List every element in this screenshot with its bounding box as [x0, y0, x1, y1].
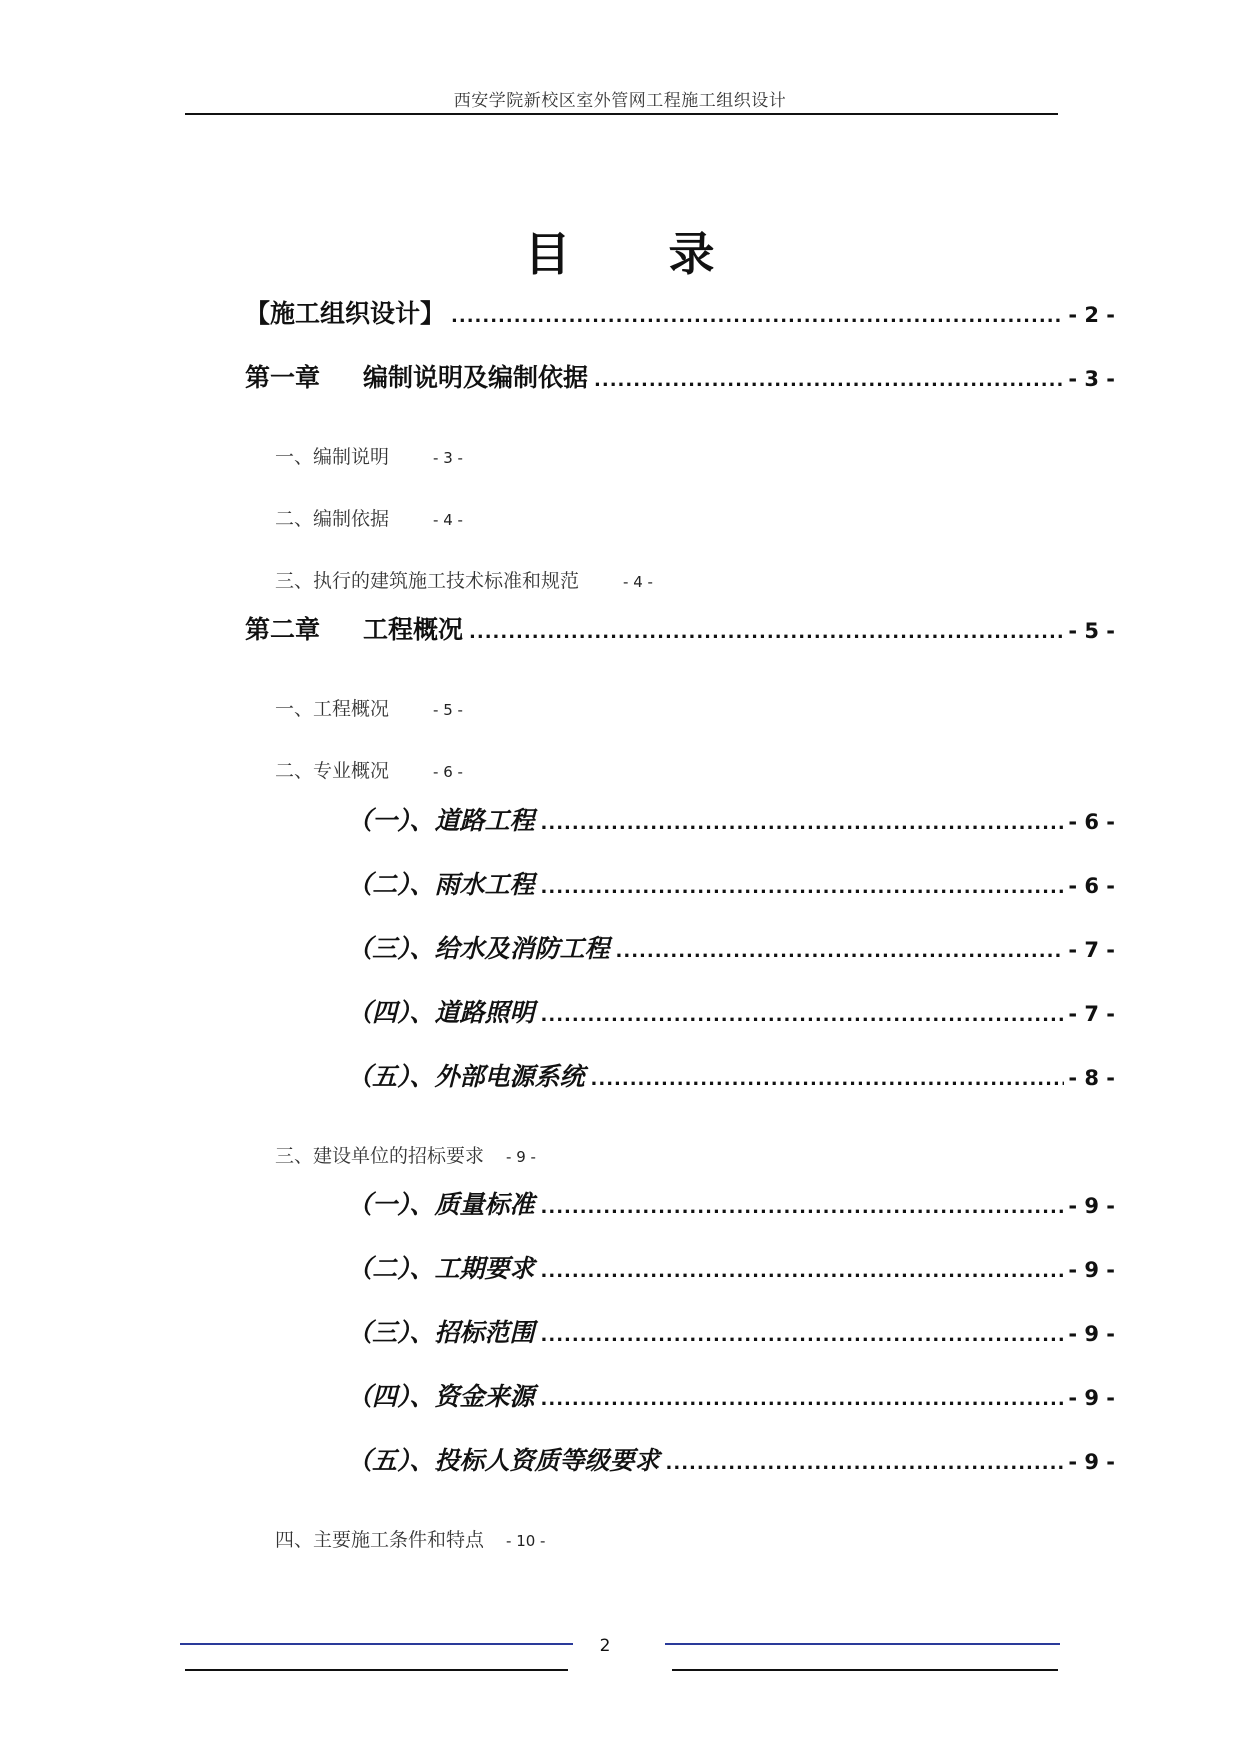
toc-leader-dots: [541, 813, 1065, 834]
toc-entry-text: 二、编制依据: [275, 508, 390, 530]
toc-entry-text: 三、执行的建筑施工技术标准和规范: [275, 570, 580, 592]
toc-entry-page: - 10 -: [506, 1532, 546, 1550]
toc-entry-page: - 2 -: [1068, 303, 1115, 327]
toc-entry-page: - 9 -: [1068, 1258, 1115, 1282]
toc-entry-page: - 7 -: [1068, 938, 1115, 962]
toc-entry-subsection[interactable]: [347, 1441, 1115, 1477]
toc-entry-text: （二）、雨水工程: [347, 870, 535, 899]
toc-entry-text: 三、建设单位的招标要求: [275, 1145, 485, 1167]
toc-entry-text: 工程概况: [363, 615, 464, 644]
toc-leader-dots: [451, 306, 1064, 327]
toc-leader-dots: [541, 1261, 1065, 1282]
toc-leader-dots: [591, 1069, 1065, 1090]
toc-leader-dots: [469, 622, 1064, 643]
toc-entry-subsection[interactable]: [347, 1057, 1115, 1093]
toc-entry-text: 一、编制说明: [275, 446, 390, 468]
toc-entry-subsection[interactable]: [347, 929, 1115, 965]
toc-leader-dots: [594, 370, 1064, 391]
toc-chapter-number: 第二章: [245, 615, 321, 644]
toc-leader-dots: [541, 1005, 1065, 1026]
toc-title: [0, 218, 1241, 284]
toc-entry-text: （五）、外部电源系统: [347, 1062, 585, 1091]
toc-leader-dots: [541, 1325, 1065, 1346]
toc-entry-chapter[interactable]: [245, 610, 1115, 646]
toc-entry-text: （三）、招标范围: [347, 1318, 535, 1347]
toc-leader-dots: [541, 1197, 1065, 1218]
footer-rule-black-right: [672, 1669, 1058, 1671]
toc-entry-text: 编制说明及编制依据: [363, 363, 589, 392]
toc-entry-text: （一）、道路工程: [347, 806, 535, 835]
toc-entry-chapter[interactable]: [245, 358, 1115, 394]
toc-entry-page: - 9 -: [506, 1148, 536, 1166]
toc-entry-page: - 4 -: [433, 511, 463, 529]
toc-entry[interactable]: [245, 294, 1115, 330]
page-number: 2: [599, 1636, 611, 1656]
toc-title-char: 目: [524, 227, 573, 281]
toc-entry-text: （二）、工期要求: [347, 1254, 535, 1283]
toc-entry-page: - 9 -: [1068, 1194, 1115, 1218]
toc-entry-page: - 6 -: [433, 763, 463, 781]
toc-entry-page: - 6 -: [1068, 874, 1115, 898]
toc-entry-section[interactable]: [275, 504, 463, 531]
toc-entry-text: （四）、道路照明: [347, 998, 535, 1027]
toc-entry-subsection[interactable]: [347, 1249, 1115, 1285]
toc-entry-section[interactable]: [275, 566, 653, 593]
toc-entry-section[interactable]: [275, 694, 463, 721]
toc-entry-text: （一）、质量标准: [347, 1190, 535, 1219]
toc-entry-subsection[interactable]: [347, 1185, 1115, 1221]
toc-entry-page: - 5 -: [1068, 619, 1115, 643]
toc-entry-text: 【施工组织设计】: [245, 299, 446, 328]
footer-rule-blue-right: [665, 1643, 1060, 1645]
footer-rule-blue-left: [180, 1643, 573, 1645]
toc-entry-subsection[interactable]: [347, 1313, 1115, 1349]
toc-entry-text: 二、专业概况: [275, 760, 390, 782]
toc-entry-page: - 9 -: [1068, 1450, 1115, 1474]
toc-entry-section[interactable]: [275, 756, 463, 783]
toc-chapter-number: 第一章: [245, 363, 321, 392]
toc-entry-page: - 3 -: [433, 449, 463, 467]
toc-entry-page: - 9 -: [1068, 1386, 1115, 1410]
toc-entry-section[interactable]: [275, 1141, 536, 1168]
toc-entry-page: - 7 -: [1068, 1002, 1115, 1026]
footer-rule-black-left: [185, 1669, 568, 1671]
toc-entry-text: 一、工程概况: [275, 698, 390, 720]
page-header-title: 西安学院新校区室外管网工程施工组织设计: [453, 91, 787, 111]
toc-leader-dots: [666, 1453, 1065, 1474]
toc-entry-subsection[interactable]: [347, 865, 1115, 901]
header-rule: [185, 113, 1058, 115]
toc-entry-text: （三）、给水及消防工程: [347, 934, 610, 963]
toc-entry-page: - 3 -: [1068, 367, 1115, 391]
toc-entry-subsection[interactable]: [347, 993, 1115, 1029]
toc-entry-section[interactable]: [275, 442, 463, 469]
toc-entry-subsection[interactable]: [347, 1377, 1115, 1413]
toc-entry-text: （四）、资金来源: [347, 1382, 535, 1411]
toc-entry-page: - 8 -: [1068, 1066, 1115, 1090]
toc-entry-page: - 5 -: [433, 701, 463, 719]
toc-title-char: 录: [668, 227, 717, 281]
toc-entry-page: - 9 -: [1068, 1322, 1115, 1346]
toc-entry-text: 四、主要施工条件和特点: [275, 1529, 485, 1551]
toc-leader-dots: [616, 941, 1065, 962]
toc-leader-dots: [541, 1389, 1065, 1410]
toc-leader-dots: [541, 877, 1065, 898]
toc-entry-section[interactable]: [275, 1525, 545, 1552]
toc-entry-subsection[interactable]: [347, 801, 1115, 837]
toc-entry-page: - 4 -: [623, 573, 653, 591]
toc-entry-page: - 6 -: [1068, 810, 1115, 834]
toc-entry-text: （五）、投标人资质等级要求: [347, 1446, 660, 1475]
